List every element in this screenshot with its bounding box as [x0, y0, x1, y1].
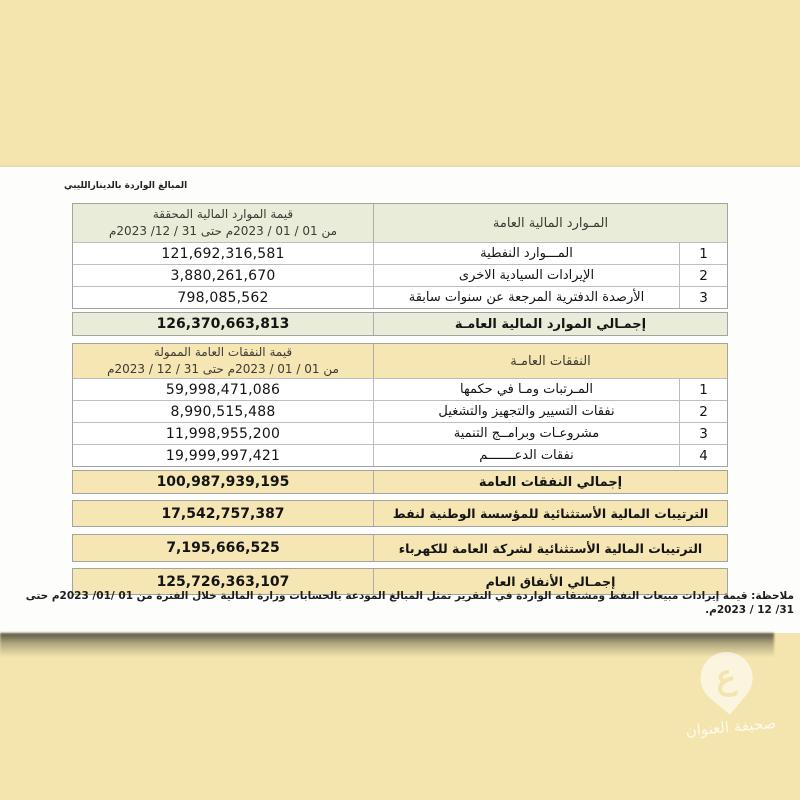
resources-total-value: 126,370,663,813 — [156, 316, 290, 332]
row-value: 19,999,997,421 — [165, 447, 281, 464]
row-value: 59,998,471,086 — [165, 381, 281, 398]
table-row — [73, 286, 727, 308]
table-row — [73, 378, 727, 400]
expenses-table-header — [73, 344, 727, 378]
resources-table — [72, 203, 728, 309]
table-row — [73, 264, 727, 286]
row-label: مشروعـات وبرامــج التنمية — [373, 423, 679, 444]
resources-total-row — [72, 312, 728, 336]
footnote: ملاحظة: قيمة إيرادات مبيعات النفط ومشتقاته الواردة في التقرير تمثل المبالغ المودعة بالحسابات وزارة المالية خلال الفترة من 01 /01/ 2023م حتى 31/ 12 / 2023م. — [25, 590, 794, 616]
grand-total-value: 125,726,363,107 — [156, 573, 290, 590]
row-value: 3,880,261,670 — [170, 267, 276, 284]
row-number: 1 — [679, 243, 727, 264]
table-row — [73, 242, 727, 264]
row-number: 2 — [679, 265, 727, 286]
row-number: 2 — [679, 401, 727, 422]
gecol-arrangements-value: 7,195,666,525 — [166, 540, 280, 556]
ain-letter-logo: ع — [713, 656, 738, 699]
row-value: 121,692,316,581 — [161, 245, 285, 262]
resources-label-column-header: المـوارد المالية العامة — [373, 204, 727, 242]
expenses-value-period: من 01 / 01 / 2023م حتى 31 / 12 / 2023م — [107, 362, 339, 376]
expenses-total-row — [72, 470, 728, 494]
row-value: 798,085,562 — [177, 289, 269, 306]
expenses-total-label: إجمالي النفقات العامة — [373, 471, 727, 493]
expenses-value-column-header — [73, 344, 373, 378]
row-label: الإيرادات السيادية الاخرى — [373, 265, 679, 286]
table-row — [73, 444, 727, 466]
gecol-arrangements-row — [72, 534, 728, 562]
expenses-value-title: قيمة النفقات العامة الممولة — [153, 344, 293, 359]
gecol-arrangements-label: الترتيبات المالية الأستثنائية لشركة العامة للكهرباء — [373, 535, 727, 561]
row-number: 3 — [679, 423, 727, 444]
row-number: 3 — [679, 287, 727, 308]
resources-value-period: من 01 / 01 / 2023م حتى 31 / 12/ 2023م — [108, 224, 338, 238]
grand-total-label: إجمـالي الأنفاق العام — [373, 569, 727, 594]
resources-total-label: إجمـالي الموارد المالية العامـة — [373, 313, 727, 335]
row-label: المـــوارد النفطية — [373, 243, 679, 264]
resources-value-column-header — [73, 204, 373, 242]
expenses-table — [72, 343, 728, 467]
report-content — [72, 203, 728, 595]
row-label: نفقات الدعـــــــم — [373, 445, 679, 466]
row-number: 1 — [679, 379, 727, 400]
report-sheet — [0, 167, 800, 633]
table-row — [73, 422, 727, 444]
row-value: 8,990,515,488 — [170, 403, 276, 420]
currency-note-label: المبالغ الواردة بالدينارالليبي — [64, 181, 188, 191]
resources-value-title: قيمة الموارد المالية المحققة — [152, 206, 294, 221]
noc-arrangements-label: الترتيبات المالية الأستثنائية للمؤسسة الوطنية لنفط — [373, 501, 727, 526]
resources-table-header — [73, 204, 727, 242]
expenses-label-column-header: النفقات العامـة — [373, 344, 727, 378]
row-label: الأرصدة الدفترية المرجعة عن سنوات سابقة — [373, 287, 679, 308]
row-value: 11,998,955,200 — [165, 425, 281, 442]
noc-arrangements-value: 17,542,757,387 — [161, 505, 285, 522]
newspaper-watermark-logo — [661, 647, 796, 742]
row-number: 4 — [679, 445, 727, 466]
expenses-total-value: 100,987,939,195 — [156, 474, 290, 490]
row-label: المـرتبات ومـا في حكمها — [373, 379, 679, 400]
row-label: نفقات التسيير والتجهيز والتشغيل — [373, 401, 679, 422]
sheet-drop-shadow — [0, 633, 774, 657]
table-row — [73, 400, 727, 422]
noc-arrangements-row — [72, 500, 728, 527]
newspaper-name: صحيفة العنوان — [684, 713, 777, 740]
